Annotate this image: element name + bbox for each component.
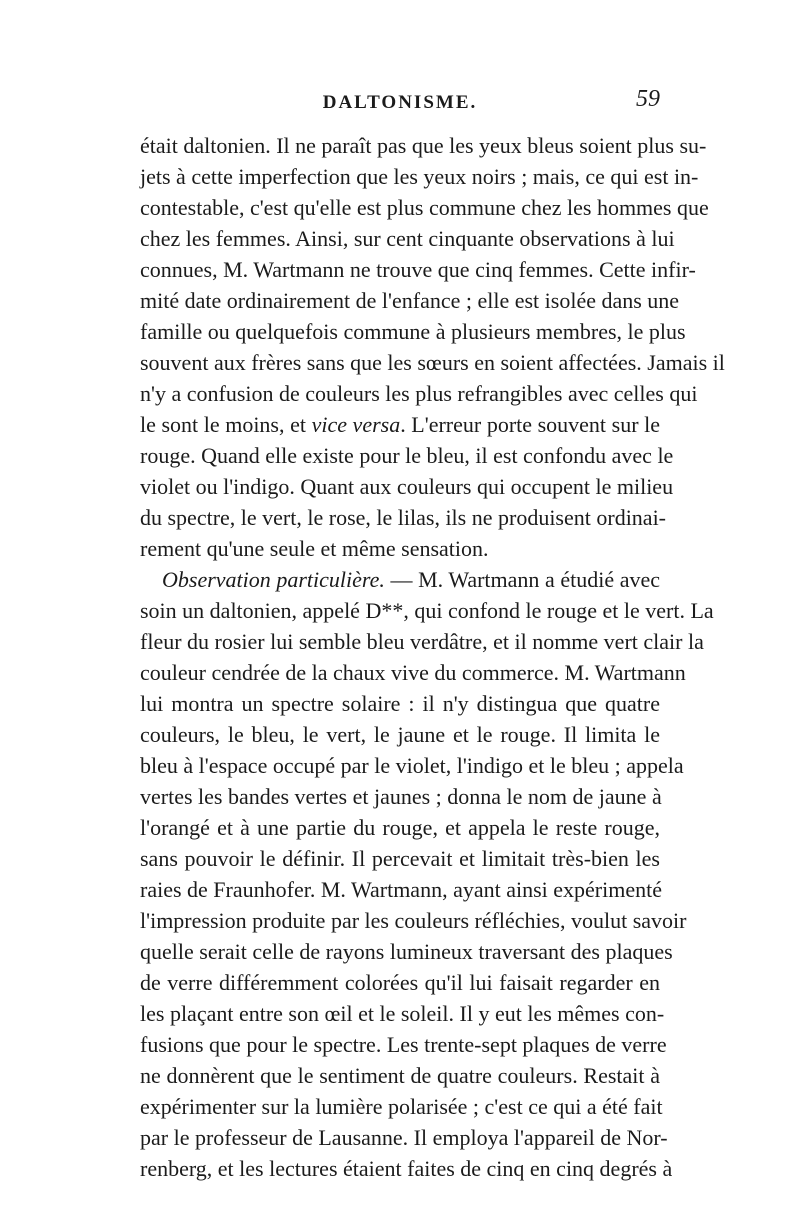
text-line: sans pouvoir le définir. Il percevait et limitait très-bien les	[140, 846, 660, 871]
text-line: par le professeur de Lausanne. Il employa l'appareil de Nor-	[140, 1125, 668, 1150]
text-line: quelle serait celle de rayons lumineux traversant des plaques	[140, 939, 673, 964]
text-line: vertes les bandes vertes et jaunes ; donna le nom de jaune à	[140, 784, 662, 809]
text-line: souvent aux frères sans que les sœurs en soient affectées. Jamais il	[140, 350, 725, 375]
text-line: violet ou l'indigo. Quant aux couleurs qui occupent le milieu	[140, 474, 674, 499]
section-heading-line	[140, 564, 660, 595]
text-line: l'impression produite par les couleurs réfléchies, voulut savoir	[140, 908, 687, 933]
text-line: expérimenter sur la lumière polarisée ; c'est ce qui a été fait	[140, 1094, 663, 1119]
running-title: DALTONISME.	[322, 92, 478, 113]
text-line: rement qu'une seule et même sensation.	[140, 536, 489, 561]
text-line: raies de Fraunhofer. M. Wartmann, ayant ainsi expérimenté	[140, 877, 662, 902]
text-line: renberg, et les lectures étaient faites de cinq en cinq degrés à	[140, 1156, 673, 1181]
text-line: couleurs, le bleu, le vert, le jaune et le rouge. Il limita le	[140, 722, 660, 747]
text-line: fusions que pour le spectre. Les trente-sept plaques de verre	[140, 1032, 667, 1057]
text-line: du spectre, le vert, le rose, le lilas, ils ne produisent ordinai-	[140, 505, 667, 530]
page-number: 59	[636, 86, 660, 112]
text-line: bleu à l'espace occupé par le violet, l'indigo et le bleu ; appela	[140, 753, 684, 778]
text-line: couleur cendrée de la chaux vive du commerce. M. Wartmann	[140, 660, 686, 685]
text-line: famille ou quelquefois commune à plusieurs membres, le plus	[140, 319, 686, 344]
text-line: l'orangé et à une partie du rouge, et appela le reste rouge,	[140, 815, 660, 840]
text-line: fleur du rosier lui semble bleu verdâtre, et il nomme vert clair la	[140, 629, 704, 654]
text-line: ne donnèrent que le sentiment de quatre couleurs. Restait à	[140, 1063, 660, 1088]
text-line: soin un daltonien, appelé D**, qui confond le rouge et le vert. La	[140, 598, 714, 623]
text-line: jets à cette imperfection que les yeux noirs ; mais, ce qui est in-	[140, 164, 699, 189]
body-text	[140, 130, 725, 1184]
text-line: rouge. Quand elle existe pour le bleu, il est confondu avec le	[140, 443, 674, 468]
text-line	[140, 409, 660, 440]
text-line: mité date ordinairement de l'enfance ; elle est isolée dans une	[140, 288, 680, 313]
text-line: de verre différemment colorées qu'il lui faisait regarder en	[140, 970, 660, 995]
text-run: — M. Wartmann a étudié avec	[384, 567, 660, 592]
italic-phrase: vice versa	[311, 412, 401, 437]
section-heading: Observation particulière.	[162, 567, 385, 592]
text-line: connues, M. Wartmann ne trouve que cinq femmes. Cette infir-	[140, 257, 696, 282]
text-line: n'y a confusion de couleurs les plus refrangibles avec celles qui	[140, 381, 698, 406]
text-run: . L'erreur porte souvent sur le	[400, 412, 660, 437]
text-run: le sont le moins, et	[140, 412, 312, 437]
text-line: les plaçant entre son œil et le soleil. Il y eut les mêmes con-	[140, 1001, 665, 1026]
running-head	[140, 86, 660, 126]
text-line: était daltonien. Il ne paraît pas que les yeux bleus soient plus su-	[140, 133, 707, 158]
text-line: chez les femmes. Ainsi, sur cent cinquante observations à lui	[140, 226, 675, 251]
text-line: lui montra un spectre solaire : il n'y distingua que quatre	[140, 691, 660, 716]
text-line: contestable, c'est qu'elle est plus commune chez les hommes que	[140, 195, 709, 220]
